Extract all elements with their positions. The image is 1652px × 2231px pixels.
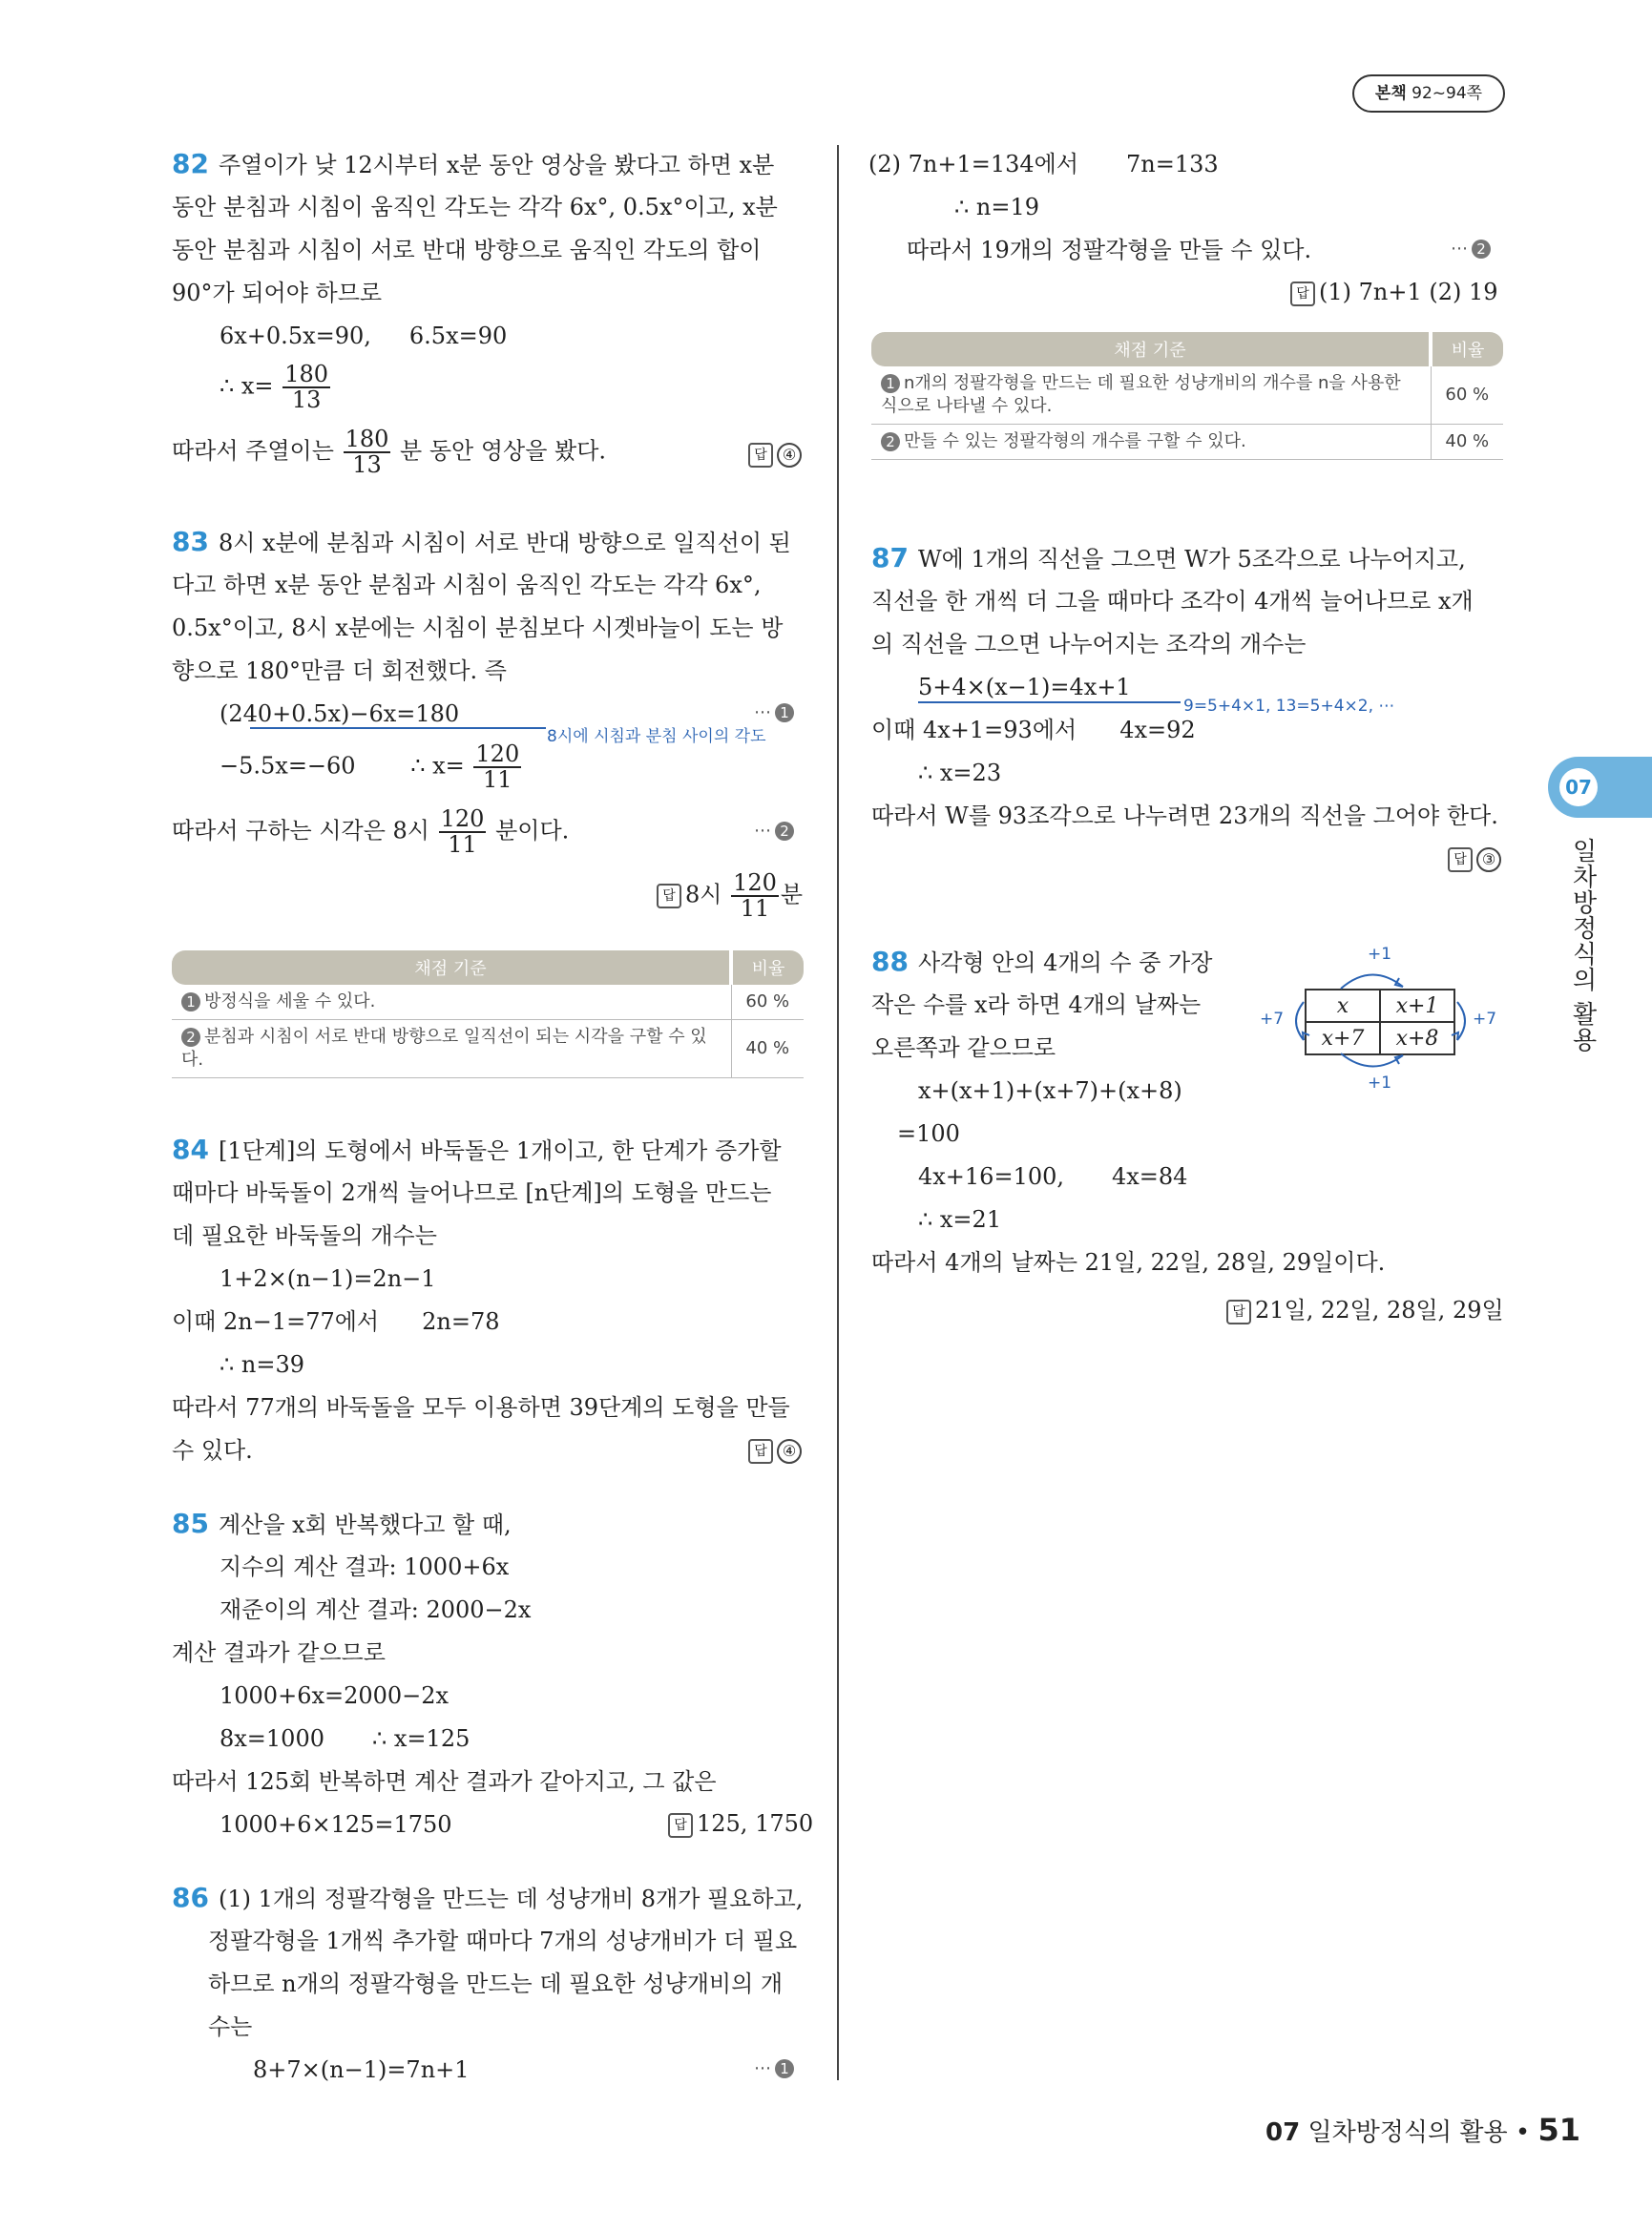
answer-icon: 답	[657, 884, 681, 908]
text-line: 따라서 W를 93조각으로 나누려면 23개의 직선을 그어야 한다.	[871, 803, 1498, 829]
text-line: 사각형 안의 4개의 수 중 가장	[917, 949, 1213, 976]
equation: 1+2×(n−1)=2n−1	[220, 1265, 436, 1292]
text-line: 따라서 77개의 바둑돌을 모두 이용하면 39단계의 도형을 만들	[172, 1394, 790, 1421]
table-row: 2 분침과 시침이 서로 반대 방향으로 일직선이 되는 시각을 구할 수 있다. 40 %	[172, 1020, 804, 1078]
arrow-label: +1	[1368, 945, 1392, 964]
problem-number: 82	[172, 148, 209, 179]
equation: 2n=78	[422, 1308, 500, 1335]
equation: 이때 4x+1=93에서	[871, 717, 1077, 743]
arrow-label: +7	[1260, 1010, 1285, 1029]
step-marker: ⋯ 2	[754, 821, 794, 841]
step-marker: ⋯ 1	[754, 702, 794, 722]
fraction: $\frac{120}{11}$	[475, 740, 520, 794]
table-row: 2 만들 수 있는 정팔각형의 개수를 구할 수 있다. 40 %	[871, 425, 1503, 460]
problem-number: 86	[172, 1882, 209, 1913]
answer: 답 ④	[748, 440, 802, 468]
arrow-label: +1	[1368, 1074, 1392, 1093]
equation: 4x=92	[1119, 717, 1196, 743]
page-number: 51	[1537, 2112, 1581, 2148]
equation: 1000+6×125=1750	[220, 1811, 452, 1838]
scoring-table	[871, 332, 1503, 460]
chapter-tab	[1548, 757, 1652, 818]
answer-icon: 답	[1290, 281, 1315, 306]
fraction: $\frac{180}{13}$	[345, 426, 389, 479]
answer: 답 125, 1750	[668, 1810, 813, 1838]
equation: ∴ x=23	[918, 760, 1002, 786]
grid-cell: x+1	[1380, 990, 1454, 1022]
answer-icon: 답	[1226, 1300, 1251, 1324]
problem-number: 87	[871, 542, 909, 573]
text-line: 동안 분침과 시침이 서로 반대 방향으로 움직인 각도의 합이	[172, 237, 762, 263]
answer: 답 ④	[748, 1436, 802, 1464]
problem-number: 83	[172, 526, 209, 557]
table-row: 1 n개의 정팔각형을 만드는 데 필요한 성냥개비의 개수를 n을 사용한 식으로 나타낼 수 있다. 60 %	[871, 366, 1503, 425]
text-line: 향으로 180°만큼 더 회전했다. 즉	[172, 657, 507, 684]
answer-icon: 답	[748, 1439, 773, 1464]
badge-label: 본책	[1374, 84, 1407, 103]
equation: (2) 7n+1=134에서	[868, 151, 1079, 177]
annotation: 9=5+4×1, 13=5+4×2, ⋯	[1183, 697, 1395, 716]
equation: =100	[897, 1120, 960, 1147]
text-line: 다고 하면 x분 동안 분침과 시침이 움직인 각도는 각각 6x°,	[172, 572, 762, 598]
equation: ∴ x=	[410, 752, 465, 780]
equation: 이때 2n−1=77에서	[172, 1308, 380, 1335]
text-line: 때마다 바둑돌이 2개씩 늘어나므로 [n단계]의 도형을 만드는	[172, 1179, 772, 1206]
equation: ∴ n=39	[220, 1351, 305, 1378]
equation: ∴ n=19	[954, 194, 1040, 220]
answer: 답 8시 $\frac{120}{11}$ 분	[657, 871, 803, 921]
answer-icon: 답	[668, 1813, 693, 1838]
step-marker: ⋯ 1	[754, 2058, 794, 2078]
annotation-bracket	[250, 727, 546, 729]
equation: −5.5x=−60	[220, 752, 356, 780]
equation: 5+4×(x−1)=4x+1	[918, 674, 1131, 700]
text-line: 하므로 n개의 정팔각형을 만드는 데 필요한 성냥개비의 개	[208, 1970, 784, 1997]
fraction: $\frac{120}{11}$	[733, 869, 777, 923]
text-line: 동안 분침과 시침이 움직인 각도는 각각 6x°, 0.5x°이고, x분	[172, 194, 778, 220]
page-footer: 07 일차방정식의 활용 • 51	[1265, 2112, 1581, 2148]
text-line: 90°가 되어야 하므로	[172, 280, 383, 306]
text-line: 분 동안 영상을 봤다.	[400, 437, 607, 465]
badge-pages: 92~94쪽	[1412, 84, 1483, 103]
text-line: 정팔각형을 1개씩 추가할 때마다 7개의 성냥개비가 더 필요	[208, 1928, 798, 1954]
table-header: 채점 기준	[871, 332, 1431, 366]
text-line: 분이다.	[495, 817, 570, 844]
equation: ∴ x=21	[918, 1206, 1002, 1233]
text-line: 따라서 구하는 시각은 8시	[172, 817, 429, 844]
equation: 7n=133	[1126, 151, 1219, 177]
equation: 1000+6x=2000−2x	[220, 1682, 450, 1709]
equation: 6.5x=90	[408, 323, 508, 349]
text-line: 따라서 4개의 날짜는 21일, 22일, 28일, 29일이다.	[871, 1249, 1386, 1276]
text-line: 오른쪽과 같으므로	[871, 1034, 1056, 1061]
annotation: 8시에 시침과 분침 사이의 각도	[547, 727, 766, 746]
text-line: 재준이의 계산 결과: 2000−2x	[220, 1596, 532, 1623]
text-line: 따라서 주열이는	[172, 437, 334, 465]
chapter-side-title: 일차방정식의 활용	[1568, 838, 1597, 1053]
text-line: 수 있다.	[172, 1437, 253, 1464]
fraction: $\frac{180}{13}$	[284, 361, 328, 414]
fraction: $\frac{120}{11}$	[440, 805, 485, 859]
page-reference-badge	[1352, 74, 1505, 113]
text-line: (1) 1개의 정팔각형을 만드는 데 성냥개비 8개가 필요하고,	[218, 1886, 804, 1912]
table-row: 1 방정식을 세울 수 있다. 60 %	[172, 985, 804, 1020]
scoring-table	[172, 950, 804, 1078]
equation: 4x+16=100,	[918, 1163, 1064, 1190]
answer: 답 (1) 7n+1 (2) 19	[1290, 279, 1498, 306]
text-line: 0.5x°이고, 8시 x분에는 시침이 분침보다 시곗바늘이 도는 방	[172, 615, 784, 641]
text-line: 작은 수를 x라 하면 4개의 날짜는	[871, 991, 1202, 1018]
text-line: 8시 x분에 분침과 시침이 서로 반대 방향으로 일직선이 된	[218, 530, 791, 556]
answer-icon: 답	[1448, 847, 1473, 872]
problem-number: 88	[871, 946, 909, 977]
answer: 답 21일, 22일, 28일, 29일	[1226, 1291, 1504, 1324]
equation: 8+7×(n−1)=7n+1	[253, 2056, 470, 2083]
annotation-bracket	[918, 701, 1181, 703]
grid-cell: x+8	[1380, 1022, 1454, 1054]
step-marker: ⋯ 2	[1451, 239, 1491, 259]
text-line: 지수의 계산 결과: 1000+6x	[220, 1553, 510, 1580]
text-line: 주열이가 낮 12시부터 x분 동안 영상을 봤다고 하면 x분	[218, 152, 775, 178]
equation: (240+0.5x)−6x=180	[220, 700, 460, 727]
grid-cell: x+7	[1306, 1022, 1380, 1054]
arrow-label: +7	[1473, 1010, 1497, 1029]
table-header: 채점 기준	[172, 950, 731, 985]
grid-cell: x	[1306, 990, 1380, 1022]
text-line: 따라서 125회 반복하면 계산 결과가 같아지고, 그 값은	[172, 1768, 717, 1795]
text-line: 직선을 한 개씩 더 그을 때마다 조각이 4개씩 늘어나므로 x개	[871, 588, 1474, 615]
equation: x+(x+1)+(x+7)+(x+8)	[918, 1077, 1182, 1104]
equation: 6x+0.5x=90,	[220, 323, 371, 349]
equation: ∴ x=125	[372, 1725, 471, 1752]
text-line: 따라서 19개의 정팔각형을 만들 수 있다.	[907, 237, 1312, 263]
text-line: W에 1개의 직선을 그으면 W가 5조각으로 나누어지고,	[917, 546, 1466, 573]
text-line: [1단계]의 도형에서 바둑돌은 1개이고, 한 단계가 증가할	[218, 1137, 782, 1164]
table-header: 비율	[1431, 332, 1503, 366]
text-line: 계산 결과가 같으므로	[172, 1639, 386, 1666]
column-divider	[837, 145, 839, 2080]
answer-icon: 답	[748, 443, 773, 468]
text-line: 계산을 x회 반복했다고 할 때,	[218, 1512, 512, 1538]
answer: 답 ③	[1448, 844, 1501, 872]
text-line: 데 필요한 바둑돌의 개수는	[172, 1222, 437, 1249]
problem-number: 84	[172, 1134, 209, 1165]
equation: ∴ x=	[220, 372, 274, 400]
equation: 4x=84	[1112, 1163, 1188, 1190]
table-header: 비율	[731, 950, 804, 985]
text-line: 의 직선을 그으면 나누어지는 조각의 개수는	[871, 631, 1307, 657]
equation: 8x=1000	[220, 1725, 324, 1752]
problem-number: 85	[172, 1508, 209, 1539]
chapter-number: 07	[1559, 768, 1598, 806]
text-line: 수는	[208, 2013, 253, 2040]
